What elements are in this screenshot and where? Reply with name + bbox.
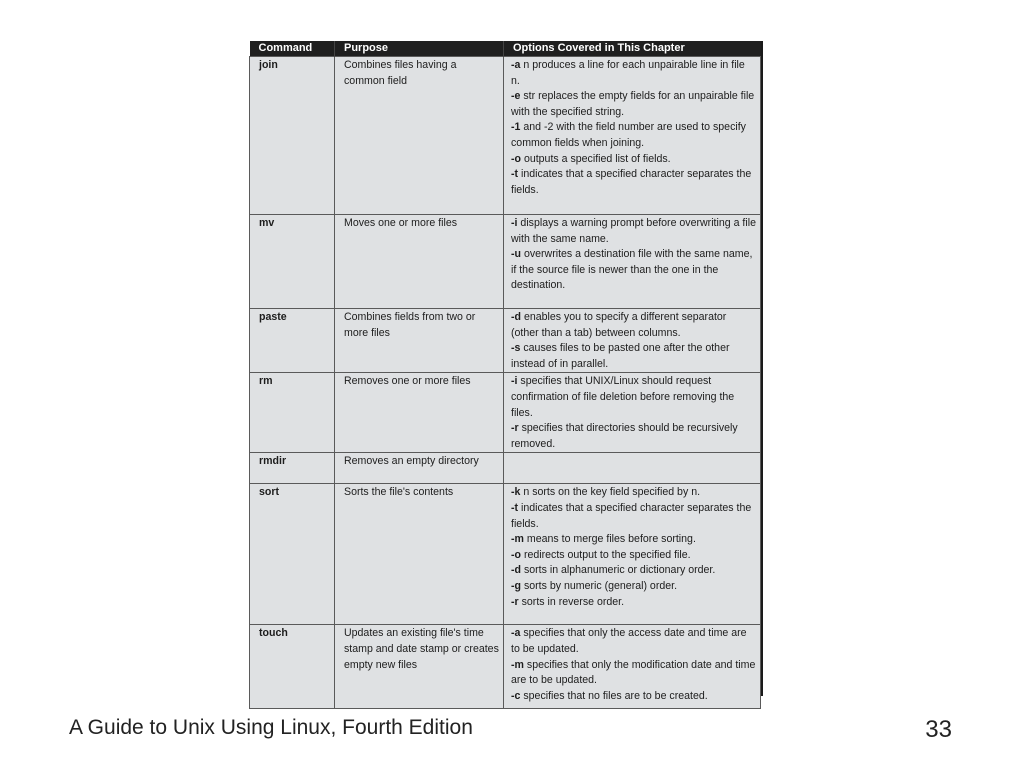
option-entry: -d enables you to specify a different separator (other than a tab) between columns. [511,311,727,339]
command-table-figure [249,41,763,702]
option-entry: -u overwrites a destination file with the same name, if the source file is newer than the one in the destination. [511,248,753,292]
table-row [250,625,761,709]
options-cell [504,309,761,373]
option-entry: -i specifies that UNIX/Linux should request confirmation of file deletion before removing the files. [511,375,735,419]
command-cell: rmdir [250,453,335,484]
option-entry: -g sorts by numeric (general) order. [511,579,678,592]
options-cell [504,625,761,709]
option-entry: -i displays a warning prompt before overwriting a file with the same name. [511,217,756,245]
purpose-cell: Updates an existing file's time stamp and date stamp or creates empty new files [335,625,504,709]
purpose-cell: Removes one or more files [335,373,504,453]
purpose-cell: Combines files having a common field [335,57,504,215]
table-header-row [250,41,761,57]
command-cell: rm [250,373,335,453]
command-cell: sort [250,484,335,625]
option-entry: -d sorts in alphanumeric or dictionary order. [511,564,716,577]
purpose-cell: Sorts the file's contents [335,484,504,625]
option-entry: -t indicates that a specified character separates the fields. [511,501,752,530]
command-cell: touch [250,625,335,709]
command-cell: join [250,57,335,215]
footer-title: A Guide to Unix Using Linux, Fourth Edition [69,716,473,739]
option-entry: -s causes files to be pasted one after the other instead of in parallel. [511,342,730,370]
purpose-cell: Moves one or more files [335,215,504,309]
option-entry: -k n sorts on the key field specified by n. [511,486,701,499]
options-cell [504,215,761,309]
option-entry: -o redirects output to the specified file. [511,548,691,561]
command-table [249,41,761,709]
command-cell: paste [250,309,335,373]
header-purpose: Purpose [335,41,504,57]
table-row [250,57,761,215]
page-number: 33 [925,716,952,743]
table-row [250,373,761,453]
option-entry: -m means to merge files before sorting. [511,533,696,546]
table-row [250,453,761,484]
options-cell [504,484,761,625]
header-options: Options Covered in This Chapter [504,41,761,57]
option-entry: -e str replaces the empty fields for an unpairable file with the specified string. [511,90,755,118]
table-row [250,484,761,625]
table-row [250,309,761,373]
table-row [250,215,761,309]
table-body [250,57,761,709]
purpose-cell: Combines fields from two or more files [335,309,504,373]
options-cell [504,453,761,484]
purpose-cell: Removes an empty directory [335,453,504,484]
option-entry: -a specifies that only the access date and time are to be updated. [511,627,747,655]
option-entry: -t indicates that a specified character separates the fields. [511,168,752,196]
option-entry: -1 and -2 with the field number are used to specify common fields when joining. [511,121,746,149]
option-entry: -a n produces a line for each unpairable line in file n. [511,59,745,87]
options-cell [504,57,761,215]
option-entry: -r sorts in reverse order. [511,595,625,608]
option-entry: -c specifies that no files are to be created. [511,689,708,702]
option-entry: -o outputs a specified list of fields. [511,152,671,165]
header-command: Command [250,41,335,57]
option-entry: -r specifies that directories should be recursively removed. [511,422,738,450]
options-cell [504,373,761,453]
command-cell: mv [250,215,335,309]
option-entry: -m specifies that only the modification date and time are to be updated. [511,658,756,687]
